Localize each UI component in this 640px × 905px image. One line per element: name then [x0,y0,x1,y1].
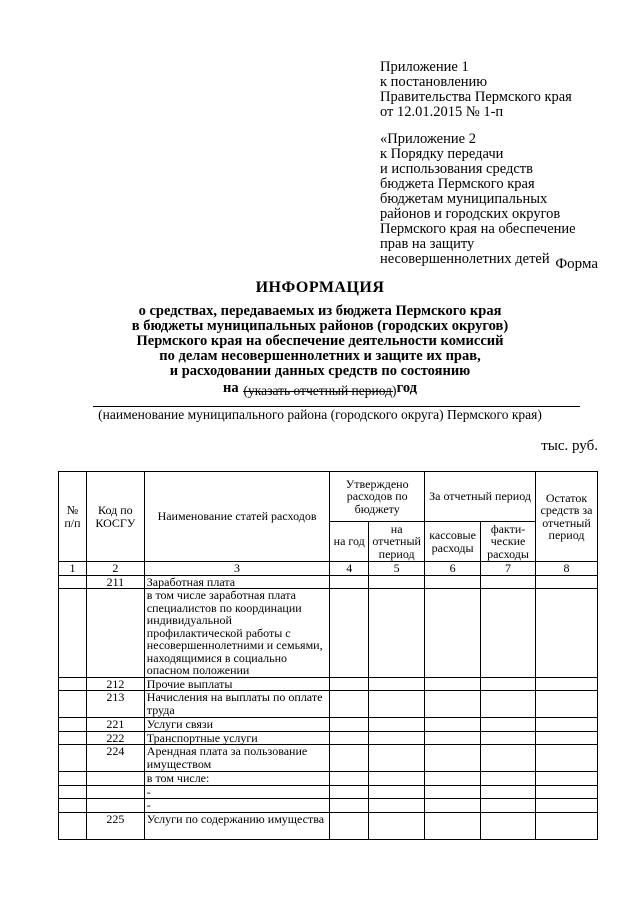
subtitle-line: по делам несовершеннолетних и защите их прав, [159,348,481,364]
column-number: 3 [144,562,330,576]
cell-empty[interactable] [369,745,425,772]
header-remainder: Остаток средств за отчетный период [536,472,598,562]
table-row [59,812,598,839]
cell-empty[interactable] [536,691,598,718]
row-num [59,812,87,839]
column-number: 2 [86,562,144,576]
cell-empty[interactable] [536,677,598,691]
cell-empty[interactable] [481,718,536,732]
cell-empty[interactable] [425,772,481,786]
header-reporting: За отчетный период [425,472,536,522]
header-code: Код по КОСГУ [86,472,144,562]
cell-empty[interactable] [481,799,536,813]
cell-empty[interactable] [425,677,481,691]
period-suffix: год [396,380,417,396]
row-num [59,772,87,786]
cell-empty[interactable] [330,731,369,745]
row-code: 225 [86,812,144,839]
row-name: в том числе заработная плата специалистов по координации индивидуальной профилактической работы с несовершеннолетними и семьями, находящимися в социально опасном положении [144,589,330,678]
row-code [86,772,144,786]
appendix2-line: бюджетам муниципальных [380,191,548,207]
row-num [59,691,87,718]
cell-empty[interactable] [330,745,369,772]
cell-empty[interactable] [481,575,536,589]
row-num [59,575,87,589]
column-number: 7 [481,562,536,576]
cell-empty[interactable] [369,799,425,813]
row-code: 213 [86,691,144,718]
header-num: № п/п [59,472,87,562]
row-num [59,745,87,772]
row-code: 212 [86,677,144,691]
cell-empty[interactable] [536,575,598,589]
cell-empty[interactable] [481,772,536,786]
appendix2-line: «Приложение 2 [380,131,476,147]
cell-empty[interactable] [369,772,425,786]
period-prefix: на [223,380,239,396]
table-row [59,772,598,786]
row-name: Прочие выплаты [144,677,330,691]
appendix2-line: и использования средств [380,161,533,177]
cell-empty[interactable] [425,589,481,678]
subtitle-line: Пермского края на обеспечение деятельности комиссий [136,333,504,349]
cell-empty[interactable] [536,799,598,813]
cell-empty[interactable] [330,772,369,786]
row-code: 222 [86,731,144,745]
row-num [59,731,87,745]
header-approved: Утверждено расходов по бюджету [330,472,425,522]
appendix2-line: Пермского края на обеспечение [380,221,576,237]
header-name: Наименование статей расходов [144,472,330,562]
row-num [59,785,87,799]
cell-empty[interactable] [425,799,481,813]
subtitle-line: в бюджеты муниципальных районов (городских округов) [131,318,509,334]
row-name: Арендная плата за пользование имуществом [144,745,330,772]
row-num [59,799,87,813]
row-name: в том числе: [144,772,330,786]
table-row [59,731,598,745]
appendix2-line: районов и городских округов [380,206,561,222]
row-name: - [144,799,330,813]
cell-empty[interactable] [425,745,481,772]
row-num [59,677,87,691]
cell-empty[interactable] [369,731,425,745]
cell-empty[interactable] [481,691,536,718]
table-row [59,677,598,691]
cell-empty[interactable] [425,691,481,718]
appendix2-line: прав на защиту [380,236,475,252]
cell-empty[interactable] [330,589,369,678]
cell-empty[interactable] [369,812,425,839]
cell-empty[interactable] [330,785,369,799]
column-number: 8 [536,562,598,576]
row-num [59,718,87,732]
column-number: 1 [59,562,87,576]
cell-empty[interactable] [330,575,369,589]
header-approved-year: на год [330,522,369,562]
appendix-block [380,60,576,267]
cell-empty[interactable] [536,745,598,772]
row-code: 221 [86,718,144,732]
subtitle-line: и расходовании данных средств по состоянию [169,363,471,379]
cell-empty[interactable] [369,691,425,718]
row-code [86,785,144,799]
cell-empty[interactable] [425,575,481,589]
row-code [86,589,144,678]
cell-empty[interactable] [369,589,425,678]
expenses-table [58,471,598,840]
row-num [59,589,87,678]
row-name: Услуги по содержанию имущества [144,812,330,839]
cell-empty[interactable] [369,718,425,732]
period-hint: (указать отчетный период) [243,383,397,398]
cell-empty[interactable] [481,677,536,691]
table-row [59,589,598,678]
header-approved-period: на отчетный период [369,522,425,562]
appendix1-line: к постановлению [380,74,488,90]
appendix2-line: к Порядку передачи [380,146,504,162]
cell-empty[interactable] [536,731,598,745]
cell-empty[interactable] [425,731,481,745]
row-code [86,799,144,813]
column-number: 6 [425,562,481,576]
row-name: - [144,785,330,799]
appendix1-line: Правительства Пермского края [380,89,572,105]
appendix2-line: несовершеннолетних детей [380,251,550,267]
row-name: Начисления на выплаты по оплате труда [144,691,330,718]
row-name: Услуги связи [144,718,330,732]
appendix1-line: Приложение 1 [380,59,469,75]
subtitle-line: о средствах, передаваемых из бюджета Пермского края [138,303,502,319]
cell-empty[interactable] [369,785,425,799]
cell-empty[interactable] [425,785,481,799]
cell-empty[interactable] [330,812,369,839]
cell-empty[interactable] [425,718,481,732]
cell-empty[interactable] [330,799,369,813]
cell-empty[interactable] [481,745,536,772]
cell-empty[interactable] [536,718,598,732]
row-name: Транспортные услуги [144,731,330,745]
cell-empty[interactable] [481,785,536,799]
cell-empty[interactable] [536,772,598,786]
row-code: 224 [86,745,144,772]
cell-empty[interactable] [330,677,369,691]
row-code: 211 [86,575,144,589]
column-number: 5 [369,562,425,576]
cell-empty[interactable] [330,718,369,732]
cell-empty[interactable] [369,677,425,691]
table-row [59,799,598,813]
cell-empty[interactable] [536,785,598,799]
header-actual: факти-ческие расходы [481,522,536,562]
cell-empty[interactable] [536,589,598,678]
cell-empty[interactable] [481,812,536,839]
table-row [59,691,598,718]
header-cash: кассовые расходы [425,522,481,562]
column-number: 4 [330,562,369,576]
cell-empty[interactable] [330,691,369,718]
cell-empty[interactable] [481,731,536,745]
table-row [59,575,598,589]
table-row [59,745,598,772]
cell-empty[interactable] [369,575,425,589]
appendix1-line: от 12.01.2015 № 1-п [380,104,504,120]
units-label: тыс. руб. [541,438,598,454]
cell-empty[interactable] [536,812,598,839]
table-row [59,718,598,732]
row-name: Заработная плата [144,575,330,589]
municipality-hint: (наименование муниципального района (городского округа) Пермского края) [98,407,542,422]
cell-empty[interactable] [425,812,481,839]
form-label: Форма [555,256,598,272]
document-title: ИНФОРМАЦИЯ [255,279,385,296]
cell-empty[interactable] [481,589,536,678]
table-row [59,785,598,799]
appendix2-line: бюджета Пермского края [380,176,535,192]
